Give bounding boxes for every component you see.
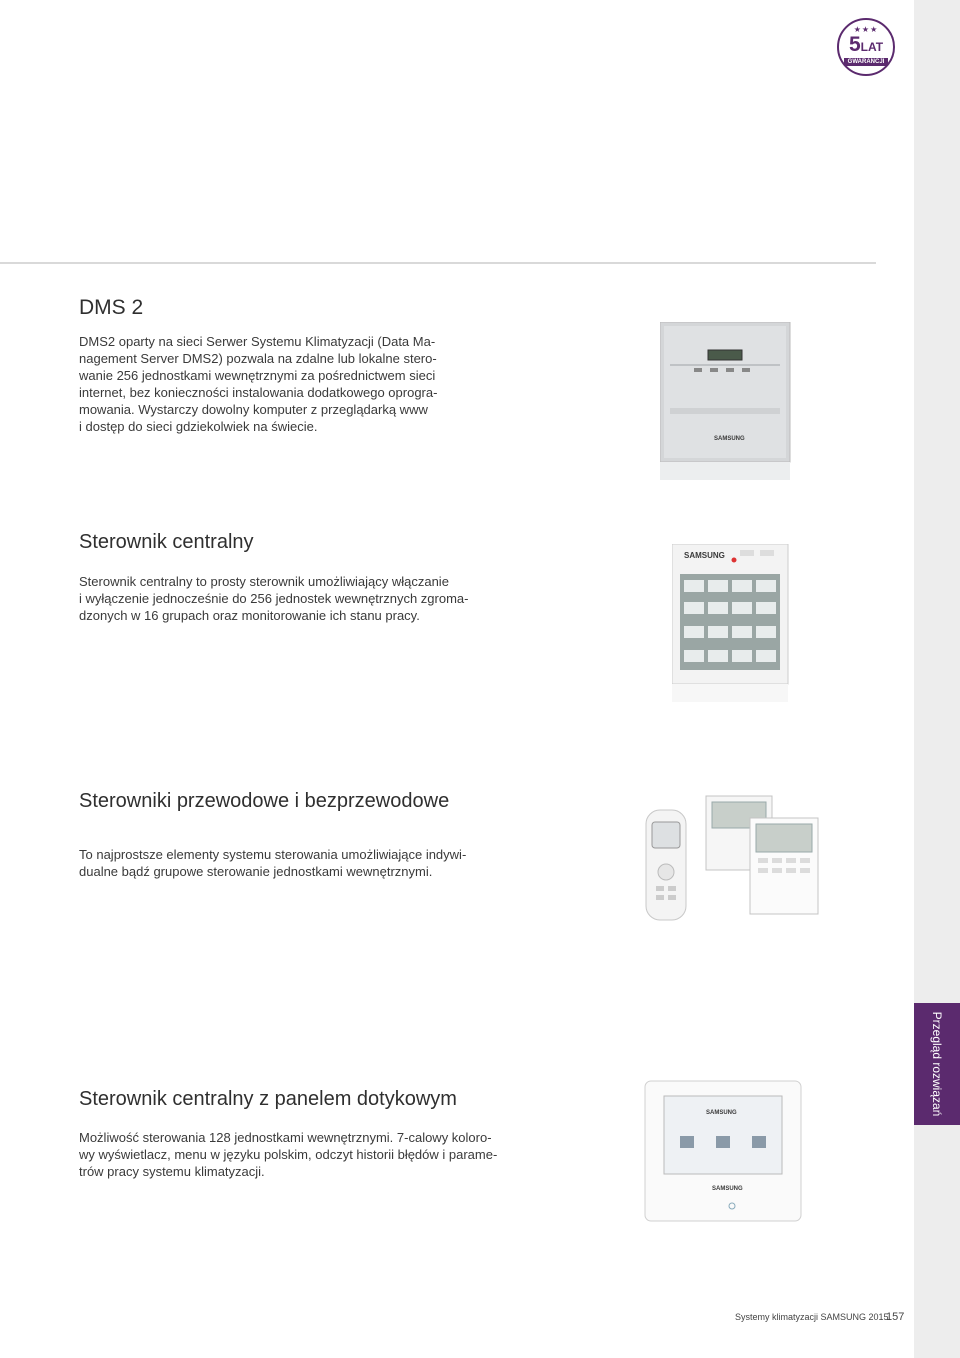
touch-panel-image (644, 1080, 804, 1224)
dms2-brand: SAMSUNG (714, 436, 745, 442)
remote-controllers-image (640, 792, 830, 924)
touch-panel-brand: SAMSUNG (712, 1186, 743, 1192)
divider (0, 262, 876, 264)
section-title-central: Sterownik centralny (79, 531, 254, 553)
section-title-wired: Sterowniki przewodowe i bezprzewodowe (79, 790, 450, 812)
section-title-dms2: DMS 2 (79, 296, 144, 319)
footer-text: Systemy klimatyzacji SAMSUNG 2015 (735, 1312, 889, 1322)
central-brand: SAMSUNG (684, 551, 725, 560)
page-number: 157 (886, 1311, 905, 1323)
warranty-label: GWARANCJI (844, 58, 888, 66)
section-text-dms2: DMS2 oparty na sieci Serwer Systemu Klimatyzacji (Data Ma- nagement Server DMS2) pozwala na zdalne lub lokalne stero- wanie 256 jednostkami wewnętrznymi za pośrednictwem sieci internet, bez konieczności instalowania dodatkowego oprogra- mowania. Wystarczy dowolny komputer z przeglądarką www i dostęp do sieci gdziekolwiek na świecie. (79, 334, 438, 434)
central-controller-image (672, 544, 790, 704)
warranty-years: 5LAT (848, 33, 884, 56)
dms2-device-image (660, 322, 792, 482)
section-tab (914, 1003, 960, 1125)
stars-icon: ★★★ (853, 25, 879, 34)
right-margin-bar (914, 0, 960, 1358)
warranty-badge (837, 18, 895, 76)
section-text-central: Sterownik centralny to prosty sterownik umożliwiający włączanie i wyłączenie jednocześnie do 256 jednostek wewnętrznych zgroma- dzonych w 16 grupach oraz monitorowanie ich stanu pracy. (79, 574, 469, 623)
section-text-wired: To najprostsze elementy systemu sterowania umożliwiające indywi- dualne bądź grupowe sterowanie jednostkami wewnętrznymi. (79, 847, 467, 879)
section-tab-label: Przegląd rozwiązań (930, 1011, 944, 1117)
section-text-touch: Możliwość sterowania 128 jednostkami wewnętrznymi. 7-calowy koloro- wy wyświetlacz, menu w języku polskim, odczyt historii błędów i parame- trów pracy systemu klimatyzacji. (79, 1130, 498, 1179)
touch-screen-brand: SAMSUNG (706, 1110, 737, 1116)
section-title-touch: Sterownik centralny z panelem dotykowym (79, 1088, 457, 1110)
